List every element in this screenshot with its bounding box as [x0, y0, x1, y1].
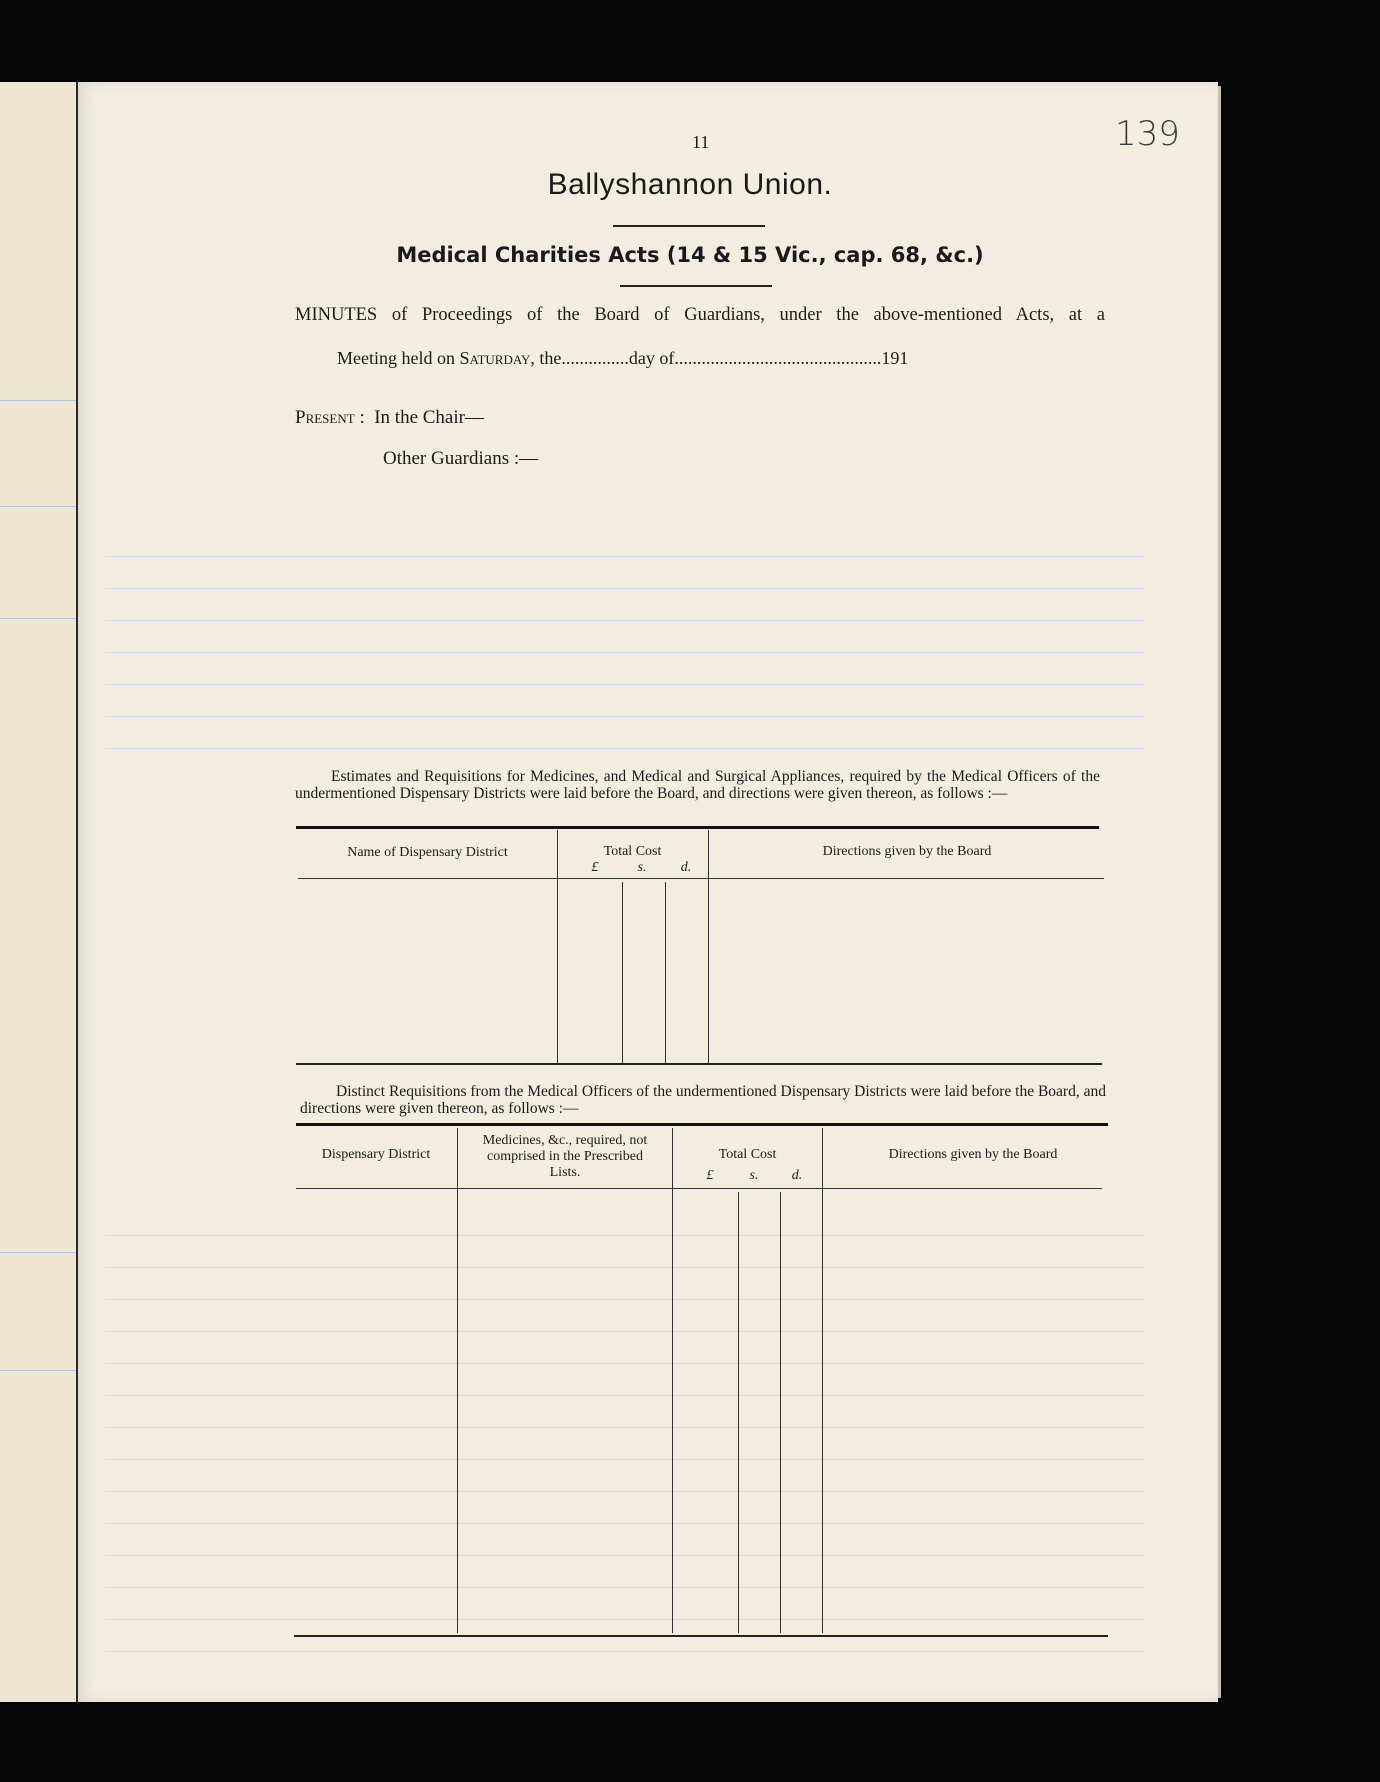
title-divider	[613, 225, 765, 227]
union-title: Ballyshannon Union.	[547, 168, 833, 201]
distinct-paragraph: Distinct Requisitions from the Medical Officers of the undermentioned Dispensary Districts were laid before the Board, and directions were given thereon, as follows :—	[300, 1083, 1106, 1117]
col-total-header: Total Cost	[603, 844, 662, 859]
minutes-line	[295, 305, 1105, 326]
meeting-prefix: Meeting held on	[337, 348, 455, 368]
page-number-stamp: 139	[1115, 114, 1180, 154]
present-line	[295, 407, 484, 429]
meeting-date-blank: , the...............day of..............................................191	[530, 348, 909, 368]
present-separator: :	[359, 407, 365, 428]
page-number: 11	[692, 132, 710, 152]
meeting-line	[337, 348, 908, 369]
col-pence-header: d.	[791, 1168, 803, 1183]
col-pence-header: d.	[680, 860, 692, 875]
col-medicines-header: Medicines, &c., required, not comprised in the Prescribed Lists.	[482, 1133, 648, 1180]
facing-page-edge	[0, 82, 79, 1702]
chair-label: In the Chair—	[374, 407, 484, 428]
col-district-header: Dispensary District	[321, 1147, 431, 1162]
other-guardians-label: Other Guardians :—	[383, 448, 539, 469]
col-shillings-header: s.	[749, 1168, 759, 1183]
acts-divider	[620, 285, 772, 287]
col-pounds-header: £	[706, 1168, 714, 1183]
estimates-paragraph: Estimates and Requisitions for Medicines, and Medical and Surgical Appliances, required by the Medical Officers of the undermentioned Dispensary Districts were laid before the Board, and directions were given thereon, as follows :—	[295, 768, 1100, 802]
meeting-day: Saturday	[459, 348, 531, 368]
col-pounds-header: £	[591, 860, 599, 875]
minutes-lead: MINUTES	[295, 305, 378, 325]
col-district-header: Name of Dispensary District	[347, 845, 508, 860]
acts-title: Medical Charities Acts (14 & 15 Vic., cap. 68, &c.)	[396, 243, 984, 267]
col-shillings-header: s.	[637, 860, 647, 875]
page-edge	[1218, 86, 1221, 1698]
col-directions-header: Directions given by the Board	[822, 844, 992, 859]
col-total-header: Total Cost	[718, 1147, 777, 1162]
present-label: Present	[295, 407, 355, 428]
col-directions-header: Directions given by the Board	[888, 1147, 1058, 1162]
minutes-text: of Proceedings of the Board of Guardians, under the above-mentioned Acts, at a	[391, 305, 1105, 325]
